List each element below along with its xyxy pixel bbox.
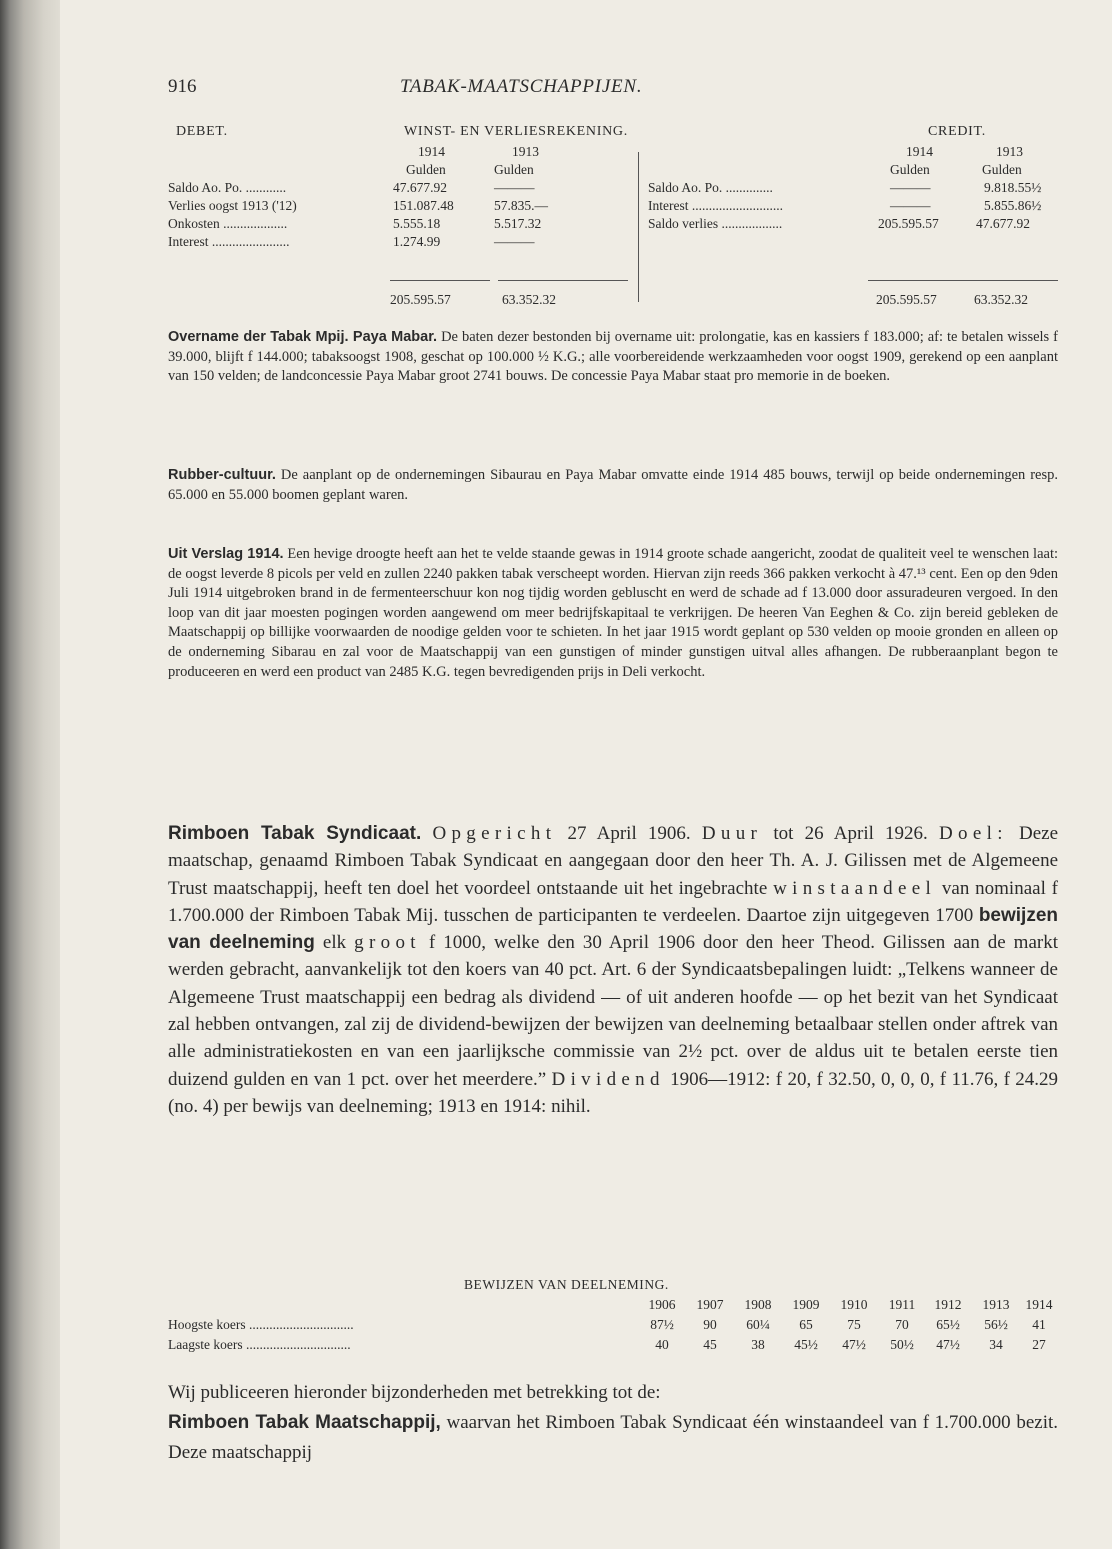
laagste-value: 38 (751, 1337, 765, 1352)
credit-year-1913: 1913 (996, 144, 1023, 159)
running-head (168, 76, 1058, 100)
closing-paragraph (168, 1408, 1058, 1468)
maatschappij-heading: Rimboen Tabak Maatschappij, (168, 1412, 441, 1433)
row-value-1913: ——— (494, 234, 535, 249)
duur-label: Duur (701, 823, 763, 844)
account-title: WINST- EN VERLIESREKENING. (404, 124, 628, 139)
groot-word: groot (354, 932, 421, 954)
row-label-hoogste: Hoogste koers ............................... (168, 1317, 354, 1332)
hoogste-value: 90 (703, 1317, 717, 1332)
row-value-1913: ——— (494, 180, 535, 195)
credit-year-1914: 1914 (906, 144, 933, 159)
hoogste-value: 60¼ (746, 1317, 770, 1332)
row-label: Onkosten ................... (168, 216, 288, 231)
section-verslag (168, 545, 1058, 682)
laagste-value: 47½ (936, 1337, 960, 1352)
duur-value: tot 26 April 1926. (773, 823, 928, 844)
debit-total-1913: 63.352.32 (502, 292, 556, 307)
row-value-1914: 205.595.57 (878, 216, 939, 231)
verslag-heading: Uit Verslag 1914. (168, 546, 284, 562)
rimboen-text-4: f 1000, welke den 30 April 1906 door den heer Theod. Gilissen aan de markt werden gebracht, aanvankelijk tot den koers van 40 pct. Art. 6 der Syndicaatsbepalingen luidt: „Telkens wanneer de Algemeene Trust maatschappij een bedrag als dividend — of uit anderen hoofde — op het bezit van het Syndicaat zal hebben ontvangen, zal zij de dividend-bewijzen der bewijzen van deelneming betaalbaar stellen onder aftrek van alle administratiekosten en van een jaarlijksche commissie van 2½ pct. over de aldus uit te betalen eerste tien duizend gulden en van 1 pct. over het meerdere.” (168, 932, 1059, 1090)
year-header: 1913 (982, 1297, 1010, 1312)
debit-unit-1914: Gulden (406, 162, 446, 177)
laagste-value: 47½ (842, 1337, 866, 1352)
rimboen-heading: Rimboen Tabak Syndicaat. (168, 823, 422, 844)
total-rule (498, 280, 628, 281)
row-value-1913: 47.677.92 (976, 216, 1030, 231)
rimboen-text-3: elk (322, 932, 347, 954)
row-label: Saldo verlies .................. (648, 216, 783, 231)
page (60, 0, 1112, 1549)
laagste-value: 34 (989, 1337, 1003, 1352)
row-value-1914: ——— (890, 180, 931, 195)
rimboen-text-1: Deze maatschap, genaamd Rimboen Tabak Syndicaat en aangegaan door den heer Th. A. J. Gilissen met de Algemeene Trust maatschappij, heeft ten doel het voordeel ontstaande uit het ingebrachte (168, 823, 1059, 899)
row-value-1914: 5.555.18 (393, 216, 441, 231)
doel-label: Doel: (939, 823, 1008, 844)
credit-total-1914: 205.595.57 (876, 292, 937, 307)
total-rule (390, 280, 490, 281)
year-header: 1906 (648, 1297, 676, 1312)
debit-row (168, 234, 1058, 252)
debit-unit-1913: Gulden (494, 162, 534, 177)
row-label: Saldo Ao. Po. ............ (168, 180, 287, 195)
dividend-label: Dividend (551, 1068, 665, 1090)
debet-label: DEBET. (176, 124, 228, 139)
section-rimboen-syndicaat (168, 820, 1058, 1120)
rubber-text: De aanplant op de ondernemingen Sibaurau en Paya Mabar omvatte einde 1914 485 bouws, terwijl op beide ondernemingen resp. 65.000 en 55.000 boomen geplant waren. (168, 467, 1059, 503)
credit-row (168, 216, 1058, 234)
laagste-value: 40 (655, 1337, 669, 1352)
hoogste-value: 70 (895, 1317, 909, 1332)
page-title: TABAK-MAATSCHAPPIJEN. (400, 76, 643, 97)
closing-text: waarvan het Rimboen Tabak Syndicaat één winstaandeel van f 1.700.000 bezit. Deze maatschappij (168, 1412, 1059, 1463)
rimboen-text-5: 1906—1912: f 20, f 32.50, 0, 0, 0, f 11.76, f 24.29 (no. 4) per bewijs van deelneming; 1913 en 1914: nihil. (168, 1068, 1059, 1117)
bewijzen-term: bewijzen van deelneming (168, 904, 1058, 954)
overname-heading: Overname der Tabak Mpij. Paya Mabar. (168, 329, 438, 345)
credit-unit-1914: Gulden (890, 162, 930, 177)
hoogste-value: 75 (847, 1317, 861, 1332)
year-header: 1909 (792, 1297, 820, 1312)
row-value-1914: 47.677.92 (393, 180, 447, 195)
bewijzen-koers-table (168, 1275, 1058, 1365)
rimboen-text-2: van nominaal f 1.700.000 der Rimboen Tabak Mij. tusschen de participanten te verdeelen. Daartoe zijn uitgegeven 1700 (168, 877, 1058, 926)
laagste-value: 45 (703, 1337, 717, 1352)
credit-row (168, 198, 1058, 216)
credit-row (168, 180, 1058, 198)
year-header: 1908 (744, 1297, 772, 1312)
row-label: Saldo Ao. Po. .............. (648, 180, 773, 195)
year-header: 1911 (888, 1297, 916, 1312)
total-rule (868, 280, 1058, 281)
hoogste-value: 65½ (936, 1317, 960, 1332)
row-label: Verlies oogst 1913 ('12) (168, 198, 297, 213)
row-label: Interest ........................... (648, 198, 783, 213)
section-rubber (168, 466, 1058, 505)
page-number: 916 (168, 76, 197, 97)
credit-total-row (168, 292, 1058, 310)
row-value-1913: 57.835.— (494, 198, 548, 213)
debit-total-1914: 205.595.57 (390, 292, 451, 307)
row-label-laagste: Laagste koers ............................... (168, 1337, 351, 1352)
hoogste-value: 56½ (984, 1317, 1008, 1332)
laagste-value: 50½ (890, 1337, 914, 1352)
row-value-1913: 9.818.55½ (984, 180, 1042, 195)
winst-verliesrekening (168, 120, 1058, 320)
verslag-text: Een hevige droogte heeft aan het te velde staande gewas in 1914 groote schade aangericht, zoodat de qualiteit veel te wenschen laat: de oogst leverde 8 picols per veld en zullen 2240 pakken tabak verscheept worden. Hiervan zijn reeds 366 pakken verkocht à 47.¹³ cent. Een op den 9den Juli 1914 uitgebroken brand in de fermenteerschuur kon nog tijdig worden gebluscht en werd de schade ad f 13.000 door assuradeuren vergoed. In den loop van dit jaar moesten pogingen worden aangewend om meer bedrijfskapitaal te verkrijgen. De heeren Van Eeghen & Co. zijn bereid gebleken de Maatschappij op billijke voorwaarden de noodige gelden voor te schieten. In het jaar 1915 wordt geplant op 530 velden op mooie gronden en alleen op de onderneming Sibarau en zal voor de Maatschappij van een gunstigen of minder gunstigen uitval alles afhangen. De rubberaanplant begon te produceeren en werd een product van 2485 K.G. tegen bevredigenden prijs in Deli verkocht. (168, 546, 1059, 680)
hoogste-value: 65 (799, 1317, 813, 1332)
row-value-1914: 151.087.48 (393, 198, 454, 213)
year-header: 1907 (696, 1297, 724, 1312)
debit-year-1914: 1914 (418, 144, 445, 159)
opgericht-label: Opgericht (432, 823, 557, 844)
winstaandeel-word: winstaandeel (773, 877, 937, 899)
row-value-1914: 1.274.99 (393, 234, 441, 249)
row-value-1913: 5.855.86½ (984, 198, 1042, 213)
opgericht-value: 27 April 1906. (567, 823, 691, 844)
year-header: 1910 (840, 1297, 868, 1312)
laagste-value: 45½ (794, 1337, 818, 1352)
rubber-heading: Rubber-cultuur. (168, 467, 276, 483)
overname-text: De baten dezer bestonden bij overname uit: prolongatie, kas en kassiers f 183.000; af: te betalen wissels f 39.000, blijft f 144.000; tabaksoogst 1908, geschat op 100.000 ½ K.G.; alle voorbereidende werkzaamheden voor oogst 1909, gerekend op een aanplant van 150 velden; de landconcessie Paya Mabar groot 2741 bouws. De concessie Paya Mabar staat pro memorie in de boeken. (168, 329, 1059, 385)
section-overname (168, 328, 1058, 387)
closing-section (168, 1378, 1058, 1468)
year-header: 1912 (934, 1297, 962, 1312)
credit-label: CREDIT. (928, 124, 986, 139)
closing-intro: Wij publiceeren hieronder bijzonderheden met betrekking tot de: (168, 1382, 661, 1403)
debit-year-1913: 1913 (512, 144, 539, 159)
hoogste-value: 87½ (650, 1317, 674, 1332)
row-label: Interest ....................... (168, 234, 290, 249)
row-value-1914: ——— (890, 198, 931, 213)
credit-unit-1913: Gulden (982, 162, 1022, 177)
year-header: 1914 (1025, 1297, 1053, 1312)
credit-total-1913: 63.352.32 (974, 292, 1028, 307)
row-value-1913: 5.517.32 (494, 216, 542, 231)
hoogste-value: 41 (1032, 1317, 1046, 1332)
column-divider (638, 152, 639, 302)
laagste-value: 27 (1032, 1337, 1046, 1352)
bewijzen-table-title: BEWIJZEN VAN DEELNEMING. (464, 1277, 669, 1292)
